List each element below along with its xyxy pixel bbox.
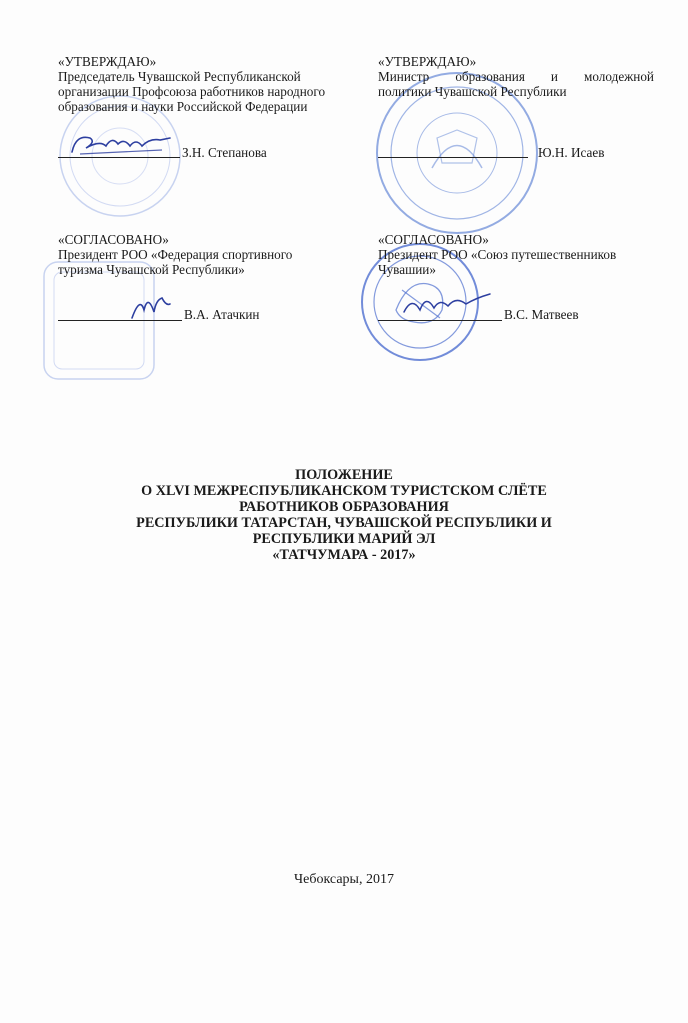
approval-position-line: Председатель Чувашской Республиканской bbox=[58, 69, 301, 84]
approval-block-federation bbox=[58, 232, 348, 277]
signer-name: В.А. Атачкин bbox=[184, 307, 260, 322]
handwritten-signature bbox=[66, 130, 176, 160]
approval-position-line: Президент РОО «Союз путешественников bbox=[378, 247, 617, 262]
signer-name: З.Н. Степанова bbox=[182, 145, 267, 160]
approval-block-travellers bbox=[378, 232, 654, 277]
approval-position-line: туризма Чувашской Республики» bbox=[58, 262, 245, 277]
handwritten-signature bbox=[400, 288, 500, 322]
title-line: РЕСПУБЛИКИ МАРИЙ ЭЛ bbox=[252, 531, 436, 547]
signature-line bbox=[58, 320, 182, 321]
approval-position-line: Президент РОО «Федерация спортивного bbox=[58, 247, 293, 262]
signature-line bbox=[378, 157, 528, 158]
title-line: РАБОТНИКОВ ОБРАЗОВАНИЯ bbox=[239, 499, 449, 515]
handwritten-signature bbox=[126, 290, 176, 322]
title-line: РЕСПУБЛИКИ ТАТАРСТАН, ЧУВАШСКОЙ РЕСПУБЛИКИ И bbox=[136, 515, 552, 531]
signature-line bbox=[58, 157, 180, 158]
title-line: О XLVI МЕЖРЕСПУБЛИКАНСКОМ ТУРИСТСКОМ СЛЁТЕ bbox=[141, 483, 547, 499]
approval-position-line: Министр образования и молодежной bbox=[378, 69, 654, 84]
approval-position-line: образования и науки Российской Федерации bbox=[58, 99, 308, 114]
approval-heading: «СОГЛАСОВАНО» bbox=[58, 232, 169, 247]
signer-name: В.С. Матвеев bbox=[504, 307, 579, 322]
document-title bbox=[40, 467, 648, 563]
approval-heading: «УТВЕРЖДАЮ» bbox=[58, 54, 157, 69]
approval-block-union bbox=[58, 54, 348, 114]
approval-position-line: организации Профсоюза работников народного bbox=[58, 84, 326, 99]
approval-block-ministry bbox=[378, 54, 654, 99]
title-line: ПОЛОЖЕНИЕ bbox=[295, 467, 393, 483]
city-year: Чебоксары, 2017 bbox=[294, 872, 394, 887]
approval-position-line: политики Чувашской Республики bbox=[378, 84, 567, 99]
signature-line bbox=[378, 320, 502, 321]
approval-heading: «УТВЕРЖДАЮ» bbox=[378, 54, 477, 69]
title-line: «ТАТЧУМАРА - 2017» bbox=[272, 547, 416, 563]
approval-heading: «СОГЛАСОВАНО» bbox=[378, 232, 489, 247]
approval-position-line: Чувашии» bbox=[378, 262, 436, 277]
signer-name: Ю.Н. Исаев bbox=[538, 145, 605, 160]
